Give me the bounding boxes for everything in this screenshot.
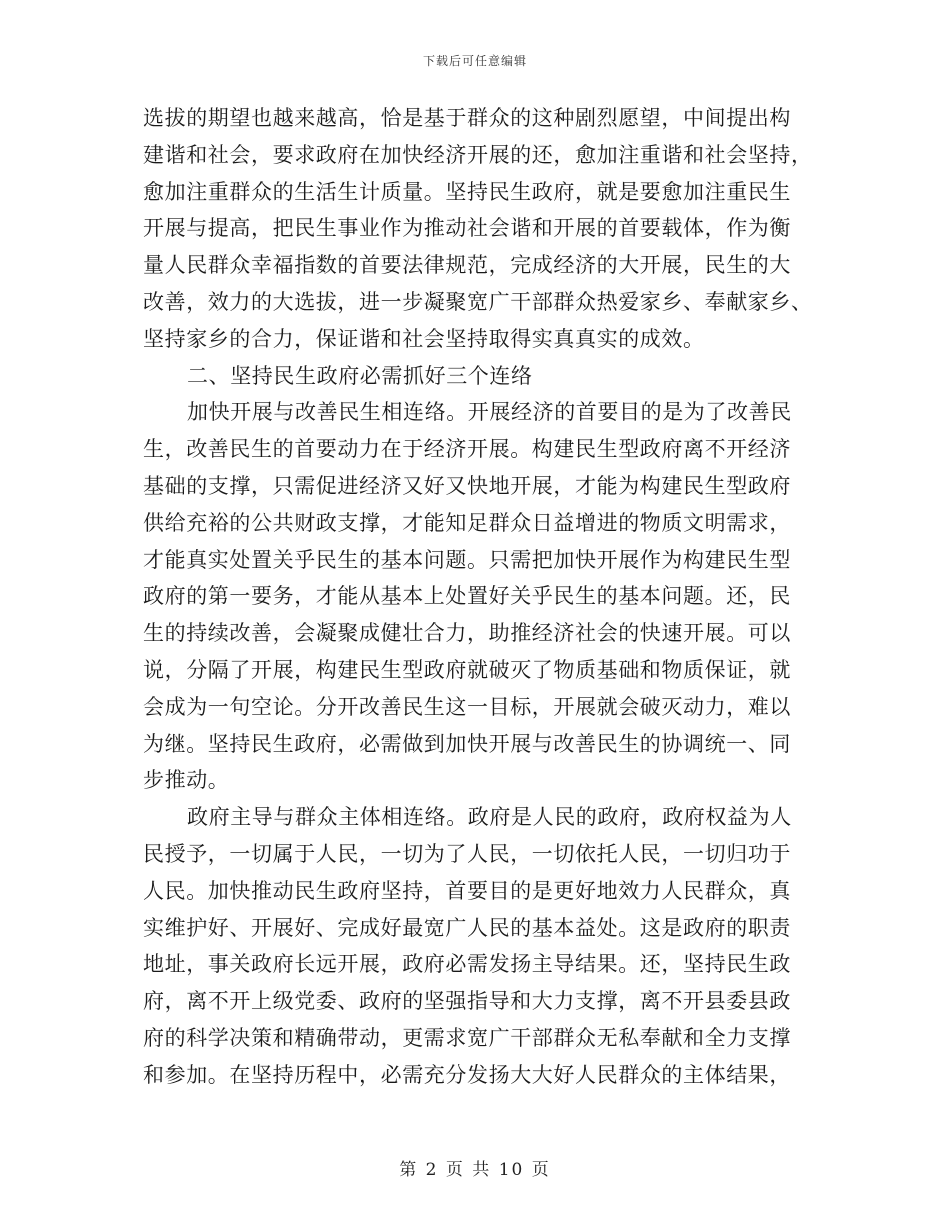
text-line: 府，离不开上级党委、政府的坚强指导和大力支撑，离不开县委县政 [143,989,791,1014]
text-line: 府的科学决策和精确带动，更需求宽广干部群众无私奉献和全力支撑 [143,1025,791,1050]
text-line: 政府的第一要务，才能从基本上处置好关乎民生的基本问题。还，民 [143,584,791,609]
text-line: 会成为一句空论。分开改善民生这一目标，开展就会破灭动力，难以 [143,694,791,719]
text-line: 人民。加快推动民生政府坚持，首要目的是更好地效力人民群众，真 [143,878,791,903]
page-footer: 第 2 页 共 10 页 [399,1160,551,1180]
text-line: 愈加注重群众的生活生计质量。坚持民生政府，就是要愈加注重民生 [143,179,791,204]
text-line: 为继。坚持民生政府，必需做到加快开展与改善民生的协调统一、同 [143,731,791,756]
text-line: 步推动。 [143,768,230,793]
text-line: 基础的支撑，只需促进经济又好又快地开展，才能为构建民生型政府 [143,473,791,498]
text-line: 地址，事关政府长远开展，政府必需发扬主导结果。还，坚持民生政 [143,952,791,977]
section-heading: 二、坚持民生政府必需抓好三个连络 [187,363,533,388]
text-line: 才能真实处置关乎民生的基本问题。只需把加快开展作为构建民生型 [143,547,791,572]
text-line: 坚持家乡的合力，保证谐和社会坚持取得实真真实的成效。 [143,326,705,351]
text-line: 开展与提高，把民生事业作为推动社会谐和开展的首要载体，作为衡 [143,216,791,241]
text-line: 实维护好、开展好、完成好最宽广人民的基本益处。这是政府的职责 [143,915,791,940]
text-line: 供给充裕的公共财政支撑，才能知足群众日益增进的物质文明需求， [143,510,791,535]
text-line: 选拔的期望也越来越高，恰是基于群众的这种剧烈愿望，中间提出构 [143,106,791,130]
text-line: 说，分隔了开展，构建民生型政府就破灭了物质基础和物质保证，就 [143,657,791,682]
text-line: 和参加。在坚持历程中，必需充分发扬大大好人民群众的主体结果， [143,1062,791,1087]
paragraph-start: 加快开展与改善民生相连络。开展经济的首要目的是为了改善民 [187,400,792,425]
document-body [143,100,813,1094]
text-line: 改善，效力的大选拔，进一步凝聚宽广干部群众热爱家乡、奉献家乡、 [143,289,813,314]
text-line: 建谐和社会，要求政府在加快经济开展的还，愈加注重谐和社会坚持， [143,142,813,167]
text-line: 生，改善民生的首要动力在于经济开展。构建民生型政府离不开经济 [143,437,791,462]
text-line: 量人民群众幸福指数的首要法律规范，完成经济的大开展，民生的大 [143,253,791,278]
paragraph-start: 政府主导与群众主体相连络。政府是人民的政府，政府权益为人 [187,805,792,830]
page-header: 下载后可任意编辑 [422,54,527,68]
text-line: 民授予，一切属于人民，一切为了人民，一切依托人民，一切归功于 [143,841,791,866]
text-line: 生的持续改善，会凝聚成健壮合力，助推经济社会的快速开展。可以 [143,621,791,646]
